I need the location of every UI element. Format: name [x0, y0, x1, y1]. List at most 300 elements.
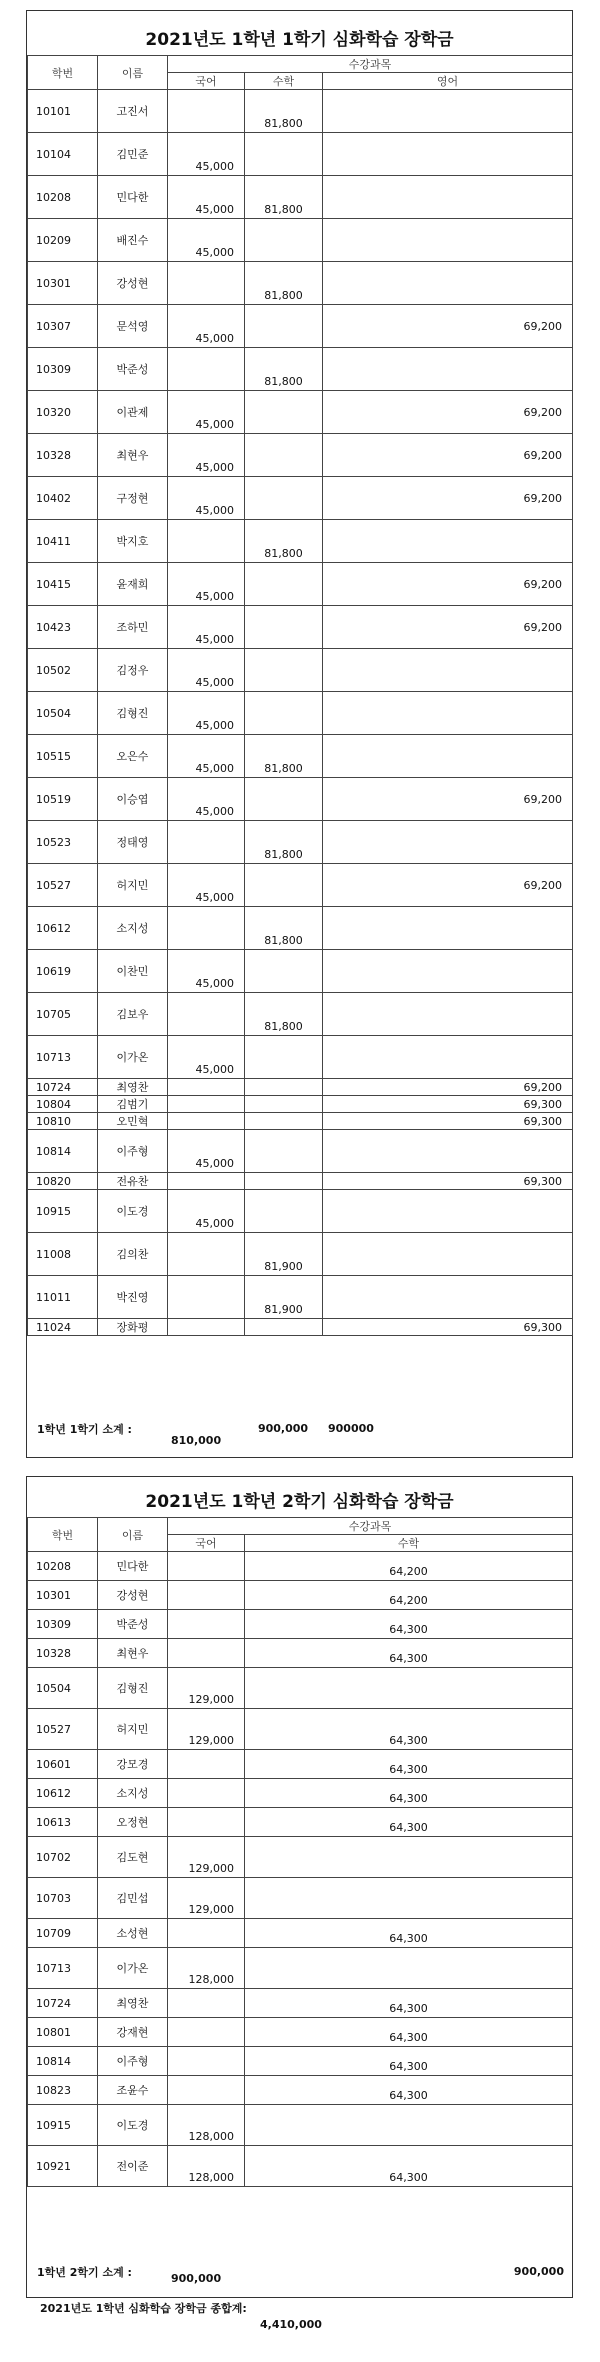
kor-amount — [168, 1173, 245, 1190]
math-amount: 81,800 — [245, 90, 323, 133]
table-row — [28, 735, 573, 778]
table-row — [28, 1878, 573, 1919]
student-id: 10820 — [28, 1173, 98, 1190]
table-row — [28, 1079, 573, 1096]
math-amount — [245, 2105, 573, 2146]
math-amount: 64,300 — [245, 1639, 573, 1668]
student-name: 정태영 — [98, 821, 168, 864]
student-id: 11011 — [28, 1276, 98, 1319]
table-row — [28, 649, 573, 692]
kor-amount — [168, 821, 245, 864]
eng-amount — [323, 262, 573, 305]
eng-amount: 69,300 — [323, 1173, 573, 1190]
col-header-name: 이름 — [98, 1518, 168, 1552]
student-name: 구정현 — [98, 477, 168, 520]
math-amount: 81,800 — [245, 520, 323, 563]
student-id: 10209 — [28, 219, 98, 262]
table-row — [28, 1668, 573, 1709]
kor-amount: 45,000 — [168, 477, 245, 520]
student-id: 10307 — [28, 305, 98, 348]
student-name: 이찬민 — [98, 950, 168, 993]
student-name: 김형진 — [98, 692, 168, 735]
eng-amount — [323, 950, 573, 993]
math-amount: 81,900 — [245, 1233, 323, 1276]
student-id: 10309 — [28, 1610, 98, 1639]
kor-amount: 45,000 — [168, 305, 245, 348]
student-name: 최현우 — [98, 434, 168, 477]
kor-amount: 45,000 — [168, 133, 245, 176]
student-name: 박준성 — [98, 1610, 168, 1639]
student-name: 이도경 — [98, 2105, 168, 2146]
student-name: 김민준 — [98, 133, 168, 176]
kor-amount: 45,000 — [168, 606, 245, 649]
student-id: 10320 — [28, 391, 98, 434]
student-id: 10423 — [28, 606, 98, 649]
student-name: 소성현 — [98, 1919, 168, 1948]
table-row — [28, 391, 573, 434]
student-name: 최영찬 — [98, 1989, 168, 2018]
kor-amount — [168, 907, 245, 950]
math-amount — [245, 1878, 573, 1919]
math-amount — [245, 1036, 323, 1079]
kor-amount: 128,000 — [168, 1948, 245, 1989]
kor-amount — [168, 1552, 245, 1581]
math-amount — [245, 1837, 573, 1878]
col-header-kor: 국어 — [168, 73, 245, 90]
student-id: 10801 — [28, 2018, 98, 2047]
student-name: 장화평 — [98, 1319, 168, 1336]
math-amount: 64,300 — [245, 1750, 573, 1779]
student-id: 10709 — [28, 1919, 98, 1948]
kor-amount: 45,000 — [168, 950, 245, 993]
table-row — [28, 1233, 573, 1276]
table-row — [28, 90, 573, 133]
student-id: 10601 — [28, 1750, 98, 1779]
student-name: 최영찬 — [98, 1079, 168, 1096]
math-amount — [245, 305, 323, 348]
kor-amount — [168, 993, 245, 1036]
eng-amount — [323, 821, 573, 864]
table-row — [28, 305, 573, 348]
kor-amount — [168, 1989, 245, 2018]
student-id: 10619 — [28, 950, 98, 993]
math-amount — [245, 1173, 323, 1190]
student-name: 박지호 — [98, 520, 168, 563]
kor-amount: 45,000 — [168, 219, 245, 262]
math-amount — [245, 133, 323, 176]
eng-amount — [323, 1233, 573, 1276]
grand-total — [40, 2300, 322, 2331]
student-name: 이승엽 — [98, 778, 168, 821]
eng-amount: 69,200 — [323, 778, 573, 821]
semester1-sheet — [26, 10, 573, 1458]
table-row — [28, 864, 573, 907]
eng-amount: 69,200 — [323, 477, 573, 520]
math-amount — [245, 950, 323, 993]
col-header-id: 학번 — [28, 1518, 98, 1552]
student-name: 강재현 — [98, 2018, 168, 2047]
eng-amount — [323, 993, 573, 1036]
eng-amount — [323, 1276, 573, 1319]
student-id: 10515 — [28, 735, 98, 778]
semester2-subtotal-kor: 900,000 — [171, 2272, 222, 2285]
student-name: 조하민 — [98, 606, 168, 649]
kor-amount: 45,000 — [168, 434, 245, 477]
student-name: 김의찬 — [98, 1233, 168, 1276]
table-row — [28, 563, 573, 606]
col-header-id: 학번 — [28, 56, 98, 90]
math-amount — [245, 1319, 323, 1336]
student-id: 10328 — [28, 434, 98, 477]
eng-amount — [323, 735, 573, 778]
math-amount — [245, 606, 323, 649]
math-amount — [245, 1130, 323, 1173]
semester1-subtotal-math: 900,000 — [257, 1421, 309, 1435]
col-header-kor: 국어 — [168, 1535, 245, 1552]
student-id: 10713 — [28, 1036, 98, 1079]
student-id: 11024 — [28, 1319, 98, 1336]
table-row — [28, 1779, 573, 1808]
student-name: 이주형 — [98, 1130, 168, 1173]
math-amount: 64,300 — [245, 1989, 573, 2018]
student-name: 강성현 — [98, 262, 168, 305]
eng-amount — [323, 1190, 573, 1233]
table-row — [28, 2018, 573, 2047]
student-id: 10411 — [28, 520, 98, 563]
semester2-subtotal — [27, 2257, 572, 2287]
student-name: 김범기 — [98, 1096, 168, 1113]
math-amount — [245, 1113, 323, 1130]
table-row — [28, 1581, 573, 1610]
student-name: 이도경 — [98, 1190, 168, 1233]
table-row — [28, 1750, 573, 1779]
eng-amount — [323, 1036, 573, 1079]
table-row — [28, 1948, 573, 1989]
kor-amount — [168, 1919, 245, 1948]
kor-amount — [168, 1096, 245, 1113]
student-id: 10104 — [28, 133, 98, 176]
student-id: 10519 — [28, 778, 98, 821]
eng-amount: 69,200 — [323, 563, 573, 606]
eng-amount — [323, 176, 573, 219]
table-row — [28, 2105, 573, 2146]
table-row — [28, 1130, 573, 1173]
eng-amount: 69,200 — [323, 305, 573, 348]
student-id: 10523 — [28, 821, 98, 864]
grand-total-amount: 4,410,000 — [260, 2318, 322, 2331]
semester2-rows — [28, 1552, 573, 2187]
math-amount — [245, 649, 323, 692]
kor-amount — [168, 1610, 245, 1639]
math-amount — [245, 1096, 323, 1113]
kor-amount — [168, 2076, 245, 2105]
student-name: 김보우 — [98, 993, 168, 1036]
kor-amount — [168, 2018, 245, 2047]
student-name: 오은수 — [98, 735, 168, 778]
eng-amount: 69,200 — [323, 864, 573, 907]
math-amount — [245, 1190, 323, 1233]
table-row — [28, 692, 573, 735]
kor-amount: 129,000 — [168, 1837, 245, 1878]
kor-amount — [168, 1079, 245, 1096]
kor-amount — [168, 1581, 245, 1610]
student-id: 10702 — [28, 1837, 98, 1878]
student-id: 10504 — [28, 1668, 98, 1709]
table-row — [28, 907, 573, 950]
math-amount: 81,900 — [245, 1276, 323, 1319]
student-name: 허지민 — [98, 864, 168, 907]
table-row — [28, 1989, 573, 2018]
kor-amount: 45,000 — [168, 692, 245, 735]
student-id: 10301 — [28, 1581, 98, 1610]
kor-amount: 129,000 — [168, 1709, 245, 1750]
math-amount: 64,300 — [245, 1709, 573, 1750]
math-amount: 64,300 — [245, 1919, 573, 1948]
eng-amount: 69,200 — [323, 606, 573, 649]
student-name: 박진영 — [98, 1276, 168, 1319]
student-name: 김민섭 — [98, 1878, 168, 1919]
student-id: 10527 — [28, 864, 98, 907]
eng-amount — [323, 692, 573, 735]
math-amount: 81,800 — [245, 821, 323, 864]
math-amount — [245, 864, 323, 907]
semester2-table — [27, 1517, 573, 2187]
table-row — [28, 1173, 573, 1190]
student-id: 10415 — [28, 563, 98, 606]
student-name: 허지민 — [98, 1709, 168, 1750]
student-name: 윤재희 — [98, 563, 168, 606]
student-name: 오정현 — [98, 1808, 168, 1837]
kor-amount — [168, 520, 245, 563]
math-amount: 64,300 — [245, 2018, 573, 2047]
math-amount — [245, 391, 323, 434]
math-amount — [245, 219, 323, 262]
col-header-math: 수학 — [245, 1535, 573, 1552]
table-row — [28, 1639, 573, 1668]
table-row — [28, 1837, 573, 1878]
table-row — [28, 606, 573, 649]
kor-amount — [168, 1779, 245, 1808]
eng-amount: 69,300 — [323, 1319, 573, 1336]
col-header-eng: 영어 — [323, 73, 573, 90]
col-header-name: 이름 — [98, 56, 168, 90]
student-id: 10502 — [28, 649, 98, 692]
math-amount: 64,300 — [245, 2146, 573, 2187]
eng-amount — [323, 1130, 573, 1173]
student-id: 10804 — [28, 1096, 98, 1113]
student-name: 김도현 — [98, 1837, 168, 1878]
math-amount — [245, 778, 323, 821]
eng-amount — [323, 520, 573, 563]
kor-amount: 128,000 — [168, 2105, 245, 2146]
student-name: 배진수 — [98, 219, 168, 262]
student-id: 11008 — [28, 1233, 98, 1276]
kor-amount — [168, 1233, 245, 1276]
student-name: 이가온 — [98, 1948, 168, 1989]
table-row — [28, 2076, 573, 2105]
student-id: 10328 — [28, 1639, 98, 1668]
student-name: 전이준 — [98, 2146, 168, 2187]
table-row — [28, 821, 573, 864]
table-row — [28, 1610, 573, 1639]
table-row — [28, 434, 573, 477]
student-name: 문석영 — [98, 305, 168, 348]
math-amount: 64,300 — [245, 1808, 573, 1837]
student-id: 10810 — [28, 1113, 98, 1130]
col-header-math: 수학 — [245, 73, 323, 90]
table-row — [28, 950, 573, 993]
semester2-sheet — [26, 1476, 573, 2298]
table-row — [28, 477, 573, 520]
math-amount: 64,300 — [245, 2076, 573, 2105]
semester1-title: 2021년도 1학년 1학기 심화학습 장학금 — [145, 30, 454, 50]
student-id: 10724 — [28, 1989, 98, 2018]
table-row — [28, 1319, 573, 1336]
table-row — [28, 1709, 573, 1750]
table-row — [28, 1808, 573, 1837]
kor-amount: 129,000 — [168, 1878, 245, 1919]
kor-amount: 45,000 — [168, 649, 245, 692]
kor-amount — [168, 1750, 245, 1779]
student-name: 강모경 — [98, 1750, 168, 1779]
table-row — [28, 219, 573, 262]
student-id: 10309 — [28, 348, 98, 391]
kor-amount — [168, 348, 245, 391]
student-id: 10301 — [28, 262, 98, 305]
kor-amount: 45,000 — [168, 1130, 245, 1173]
kor-amount: 129,000 — [168, 1668, 245, 1709]
eng-amount — [323, 649, 573, 692]
student-name: 전유찬 — [98, 1173, 168, 1190]
col-header-course: 수강과목 — [168, 56, 573, 73]
student-id: 10208 — [28, 176, 98, 219]
table-row — [28, 1036, 573, 1079]
student-id: 10612 — [28, 1779, 98, 1808]
table-row — [28, 1096, 573, 1113]
math-amount — [245, 1668, 573, 1709]
math-amount — [245, 692, 323, 735]
student-name: 고진서 — [98, 90, 168, 133]
semester1-subtotal-label: 1학년 1학기 소계 : — [37, 1423, 132, 1436]
semester1-table — [27, 55, 573, 1336]
student-id: 10713 — [28, 1948, 98, 1989]
semester1-subtotal — [27, 1409, 572, 1449]
kor-amount: 45,000 — [168, 1190, 245, 1233]
math-amount — [245, 434, 323, 477]
kor-amount: 45,000 — [168, 391, 245, 434]
math-amount — [245, 1948, 573, 1989]
kor-amount — [168, 1808, 245, 1837]
student-id: 10705 — [28, 993, 98, 1036]
kor-amount — [168, 90, 245, 133]
math-amount: 64,200 — [245, 1552, 573, 1581]
math-amount: 81,800 — [245, 907, 323, 950]
table-row — [28, 1190, 573, 1233]
kor-amount — [168, 1113, 245, 1130]
student-id: 10504 — [28, 692, 98, 735]
eng-amount: 69,200 — [323, 391, 573, 434]
semester1-rows — [28, 90, 573, 1336]
semester2-subtotal-label: 1학년 2학기 소계 : — [37, 2266, 132, 2279]
kor-amount: 45,000 — [168, 735, 245, 778]
student-name: 박준성 — [98, 348, 168, 391]
math-amount: 81,800 — [245, 176, 323, 219]
eng-amount: 69,300 — [323, 1113, 573, 1130]
student-name: 민다한 — [98, 1552, 168, 1581]
student-name: 이가온 — [98, 1036, 168, 1079]
table-row — [28, 2047, 573, 2076]
student-id: 10208 — [28, 1552, 98, 1581]
student-id: 10612 — [28, 907, 98, 950]
kor-amount — [168, 1276, 245, 1319]
student-id: 10527 — [28, 1709, 98, 1750]
student-id: 10915 — [28, 1190, 98, 1233]
table-row — [28, 176, 573, 219]
student-id: 10814 — [28, 2047, 98, 2076]
eng-amount: 69,200 — [323, 434, 573, 477]
semester1-subtotal-eng: 900000 — [328, 1421, 374, 1435]
student-id: 10823 — [28, 2076, 98, 2105]
student-id: 10915 — [28, 2105, 98, 2146]
student-name: 김형진 — [98, 1668, 168, 1709]
kor-amount: 45,000 — [168, 563, 245, 606]
eng-amount — [323, 133, 573, 176]
student-id: 10703 — [28, 1878, 98, 1919]
table-row — [28, 348, 573, 391]
kor-amount: 45,000 — [168, 778, 245, 821]
table-row — [28, 1919, 573, 1948]
student-name: 민다한 — [98, 176, 168, 219]
semester2-title: 2021년도 1학년 2학기 심화학습 장학금 — [145, 1492, 454, 1512]
table-row — [28, 262, 573, 305]
student-id: 10402 — [28, 477, 98, 520]
eng-amount: 69,300 — [323, 1096, 573, 1113]
table-row — [28, 1276, 573, 1319]
student-id: 10814 — [28, 1130, 98, 1173]
table-row — [28, 1113, 573, 1130]
math-amount — [245, 1079, 323, 1096]
eng-amount — [323, 348, 573, 391]
eng-amount: 69,200 — [323, 1079, 573, 1096]
math-amount — [245, 477, 323, 520]
student-name: 소지성 — [98, 1779, 168, 1808]
eng-amount — [323, 90, 573, 133]
math-amount: 64,300 — [245, 1779, 573, 1808]
grand-total-label: 2021년도 1학년 심화학습 장학금 종합계: — [40, 2302, 247, 2315]
student-name: 김정우 — [98, 649, 168, 692]
table-row — [28, 133, 573, 176]
student-id: 10921 — [28, 2146, 98, 2187]
math-amount: 64,300 — [245, 2047, 573, 2076]
student-name: 오민혁 — [98, 1113, 168, 1130]
student-name: 조윤수 — [98, 2076, 168, 2105]
kor-amount: 45,000 — [168, 176, 245, 219]
kor-amount: 128,000 — [168, 2146, 245, 2187]
math-amount: 64,200 — [245, 1581, 573, 1610]
math-amount — [245, 563, 323, 606]
eng-amount — [323, 907, 573, 950]
math-amount: 81,800 — [245, 993, 323, 1036]
student-name: 이관제 — [98, 391, 168, 434]
semester1-subtotal-kor: 810,000 — [171, 1434, 222, 1447]
math-amount: 81,800 — [245, 348, 323, 391]
kor-amount — [168, 2047, 245, 2076]
student-id: 10724 — [28, 1079, 98, 1096]
table-row — [28, 1552, 573, 1581]
eng-amount — [323, 219, 573, 262]
table-row — [28, 2146, 573, 2187]
kor-amount — [168, 1319, 245, 1336]
